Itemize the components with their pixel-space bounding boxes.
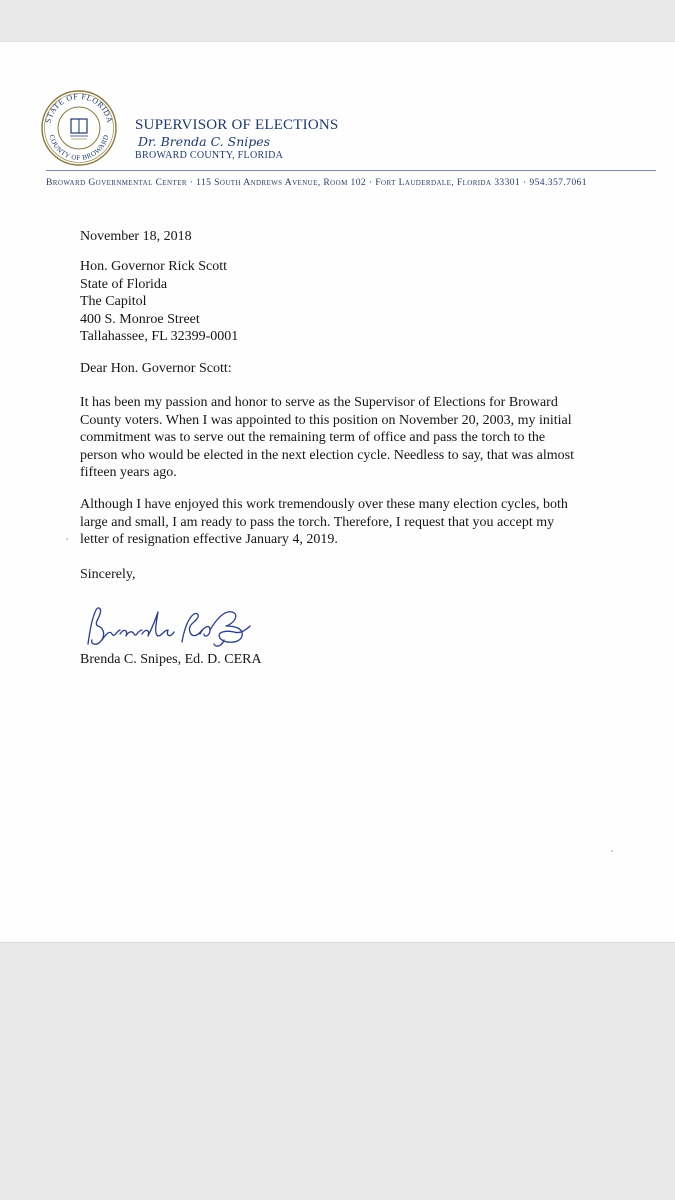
paper-speck [611,850,613,852]
paragraph-line: large and small, I am ready to pass the torch. Therefore, I request that you accept my [80,514,555,530]
recipient-line: Tallahassee, FL 32399-0001 [80,329,239,345]
paragraph-line: County voters. When I was appointed to this position on November 20, 2003, my initial [80,412,572,428]
letterhead-divider [46,170,656,171]
letterhead-block [135,116,338,162]
signature-icon [84,600,264,652]
paragraph-line: fifteen years ago. [80,465,177,481]
letter-date: November 18, 2018 [80,229,192,244]
recipient-line: 400 S. Monroe Street [80,311,200,327]
recipient-address [80,258,238,346]
seal-text-bottom: COUNTY OF BROWARD [47,133,111,163]
paragraph-2 [80,496,568,549]
paragraph-line: person who would be elected in the next election cycle. Needless to say, that was almost [80,447,574,463]
paragraph-1 [80,394,574,482]
top-background [0,0,675,42]
letter-page [0,42,675,942]
paper-speck [66,538,68,540]
letterhead-address: Broward Governmental Center · 115 South Andrews Avenue, Room 102 · Fort Lauderdale, Florida 33301 · 954.357.7061 [46,177,587,188]
county-seal-icon [40,89,118,167]
recipient-line: The Capitol [80,294,147,310]
recipient-line: State of Florida [80,276,168,292]
paragraph-line: It has been my passion and honor to serve as the Supervisor of Elections for Broward [80,395,558,410]
paragraph-line: Although I have enjoyed this work tremendously over these many election cycles, both [80,497,568,512]
signer-name: Brenda C. Snipes, Ed. D. CERA [80,652,262,667]
paragraph-line: commitment was to serve out the remaining term of office and pass the torch to the [80,430,546,446]
letterhead-county: BROWARD COUNTY, FLORIDA [135,150,284,161]
seal-text-top: STATE OF FLORIDA [43,91,115,125]
letterhead-title: SUPERVISOR OF ELECTIONS [135,117,339,133]
paragraph-line: letter of resignation effective January 4, 2019. [80,532,338,548]
recipient-line: Hon. Governor Rick Scott [80,259,227,274]
closing: Sincerely, [80,567,136,582]
salutation: Dear Hon. Governor Scott: [80,361,232,376]
letterhead-name: Dr. Brenda C. Snipes [138,134,271,149]
